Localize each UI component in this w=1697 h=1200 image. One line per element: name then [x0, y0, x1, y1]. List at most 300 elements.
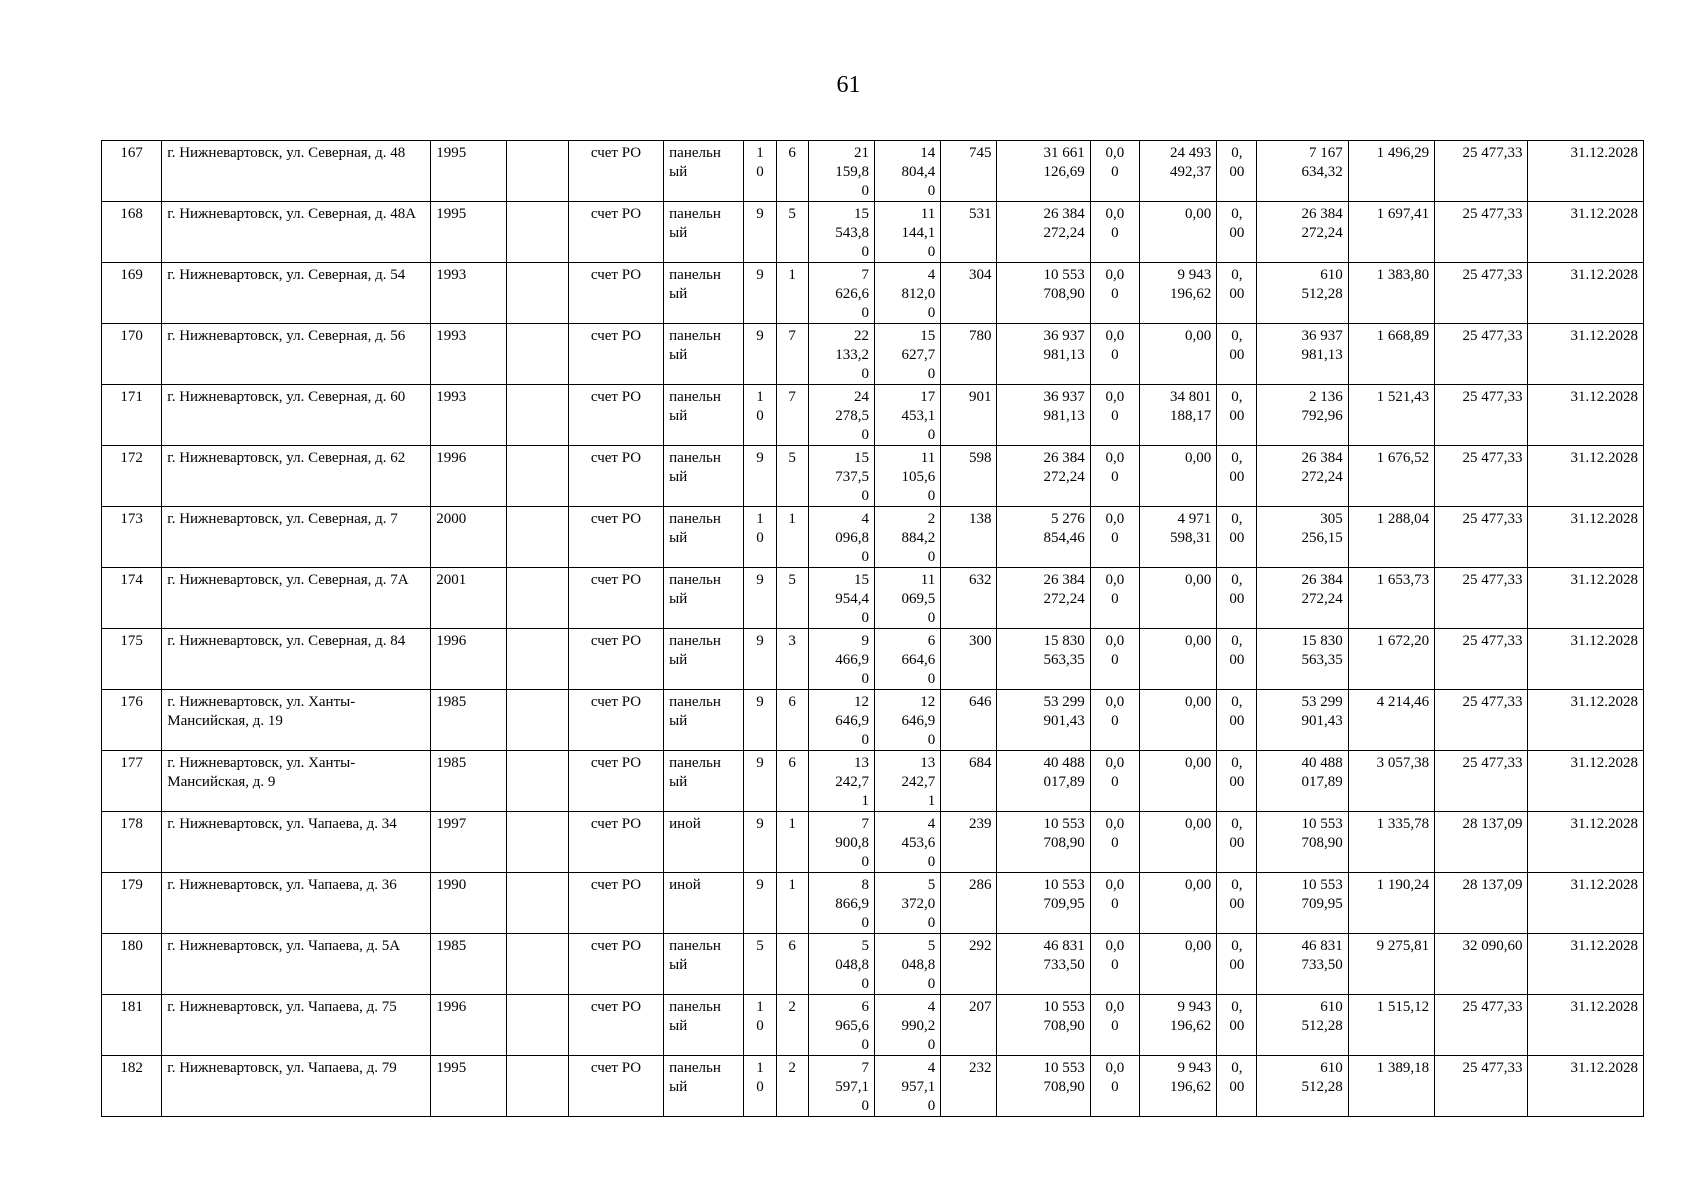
cell-owners-cost: 610 512,28 — [1257, 995, 1348, 1056]
table-row — [102, 568, 1644, 629]
cell-deadline: 31.12.2028 — [1528, 324, 1644, 385]
cell-residents: 286 — [941, 873, 997, 934]
cell-entrances: 1 — [776, 263, 808, 324]
cell-fund-type: счет РО — [568, 995, 663, 1056]
cell-total-cost: 10 553 708,90 — [997, 263, 1090, 324]
cell-max-unit-cost: 25 477,33 — [1435, 995, 1528, 1056]
cell-total-cost: 26 384 272,24 — [997, 202, 1090, 263]
cell-deadline: 31.12.2028 — [1528, 629, 1644, 690]
cell-unit-cost: 1 389,18 — [1348, 1056, 1434, 1117]
cell-total-area: 15 737,5 0 — [808, 446, 874, 507]
cell-residents: 632 — [941, 568, 997, 629]
cell-row-number: 179 — [102, 873, 162, 934]
cell-row-number: 167 — [102, 141, 162, 202]
cell-deadline: 31.12.2028 — [1528, 446, 1644, 507]
cell-fund-cost: 0,0 0 — [1090, 385, 1139, 446]
cell-year-built: 1985 — [431, 934, 506, 995]
cell-fund-type: счет РО — [568, 812, 663, 873]
cell-blank — [506, 1056, 568, 1117]
cell-wall-material: панельн ый — [664, 141, 744, 202]
cell-total-cost: 31 661 126,69 — [997, 141, 1090, 202]
cell-max-unit-cost: 25 477,33 — [1435, 324, 1528, 385]
cell-address: г. Нижневартовск, ул. Чапаева, д. 75 — [162, 995, 431, 1056]
cell-fund-type: счет РО — [568, 446, 663, 507]
table-row — [102, 995, 1644, 1056]
cell-max-unit-cost: 25 477,33 — [1435, 751, 1528, 812]
cell-owners-cost: 7 167 634,32 — [1257, 141, 1348, 202]
cell-residents: 292 — [941, 934, 997, 995]
cell-row-number: 175 — [102, 629, 162, 690]
cell-fund-type: счет РО — [568, 934, 663, 995]
cell-owners-cost: 36 937 981,13 — [1257, 324, 1348, 385]
cell-year-built: 1996 — [431, 446, 506, 507]
cell-address: г. Нижневартовск, ул. Северная, д. 56 — [162, 324, 431, 385]
cell-residents: 598 — [941, 446, 997, 507]
cell-fund-type: счет РО — [568, 263, 663, 324]
cell-local-cost: 0, 00 — [1217, 629, 1257, 690]
cell-living-area: 12 646,9 0 — [874, 690, 940, 751]
cell-fund-cost: 0,0 0 — [1090, 995, 1139, 1056]
cell-fund-cost: 0,0 0 — [1090, 446, 1139, 507]
cell-unit-cost: 1 668,89 — [1348, 324, 1434, 385]
cell-local-cost: 0, 00 — [1217, 385, 1257, 446]
cell-regional-cost: 0,00 — [1139, 873, 1216, 934]
cell-address: г. Нижневартовск, ул. Северная, д. 7А — [162, 568, 431, 629]
cell-max-unit-cost: 25 477,33 — [1435, 1056, 1528, 1117]
cell-year-built: 1990 — [431, 873, 506, 934]
cell-blank — [506, 873, 568, 934]
table-row — [102, 446, 1644, 507]
cell-regional-cost: 0,00 — [1139, 934, 1216, 995]
cell-wall-material: панельн ый — [664, 446, 744, 507]
cell-fund-cost: 0,0 0 — [1090, 751, 1139, 812]
cell-regional-cost: 0,00 — [1139, 568, 1216, 629]
cell-fund-type: счет РО — [568, 202, 663, 263]
cell-total-area: 15 543,8 0 — [808, 202, 874, 263]
cell-owners-cost: 26 384 272,24 — [1257, 202, 1348, 263]
cell-floors: 9 — [744, 873, 776, 934]
cell-fund-type: счет РО — [568, 507, 663, 568]
cell-fund-cost: 0,0 0 — [1090, 202, 1139, 263]
cell-year-built: 1993 — [431, 263, 506, 324]
cell-total-cost: 26 384 272,24 — [997, 446, 1090, 507]
cell-deadline: 31.12.2028 — [1528, 934, 1644, 995]
cell-entrances: 5 — [776, 568, 808, 629]
cell-address: г. Нижневартовск, ул. Северная, д. 84 — [162, 629, 431, 690]
cell-local-cost: 0, 00 — [1217, 873, 1257, 934]
cell-deadline: 31.12.2028 — [1528, 141, 1644, 202]
cell-entrances: 3 — [776, 629, 808, 690]
cell-deadline: 31.12.2028 — [1528, 1056, 1644, 1117]
cell-wall-material: панельн ый — [664, 324, 744, 385]
cell-living-area: 6 664,6 0 — [874, 629, 940, 690]
cell-floors: 9 — [744, 446, 776, 507]
cell-fund-cost: 0,0 0 — [1090, 934, 1139, 995]
cell-deadline: 31.12.2028 — [1528, 873, 1644, 934]
cell-regional-cost: 0,00 — [1139, 202, 1216, 263]
cell-deadline: 31.12.2028 — [1528, 690, 1644, 751]
cell-total-area: 7 626,6 0 — [808, 263, 874, 324]
cell-living-area: 4 990,2 0 — [874, 995, 940, 1056]
table-row — [102, 1056, 1644, 1117]
cell-address: г. Нижневартовск, ул. Чапаева, д. 36 — [162, 873, 431, 934]
cell-max-unit-cost: 25 477,33 — [1435, 385, 1528, 446]
cell-blank — [506, 507, 568, 568]
cell-fund-cost: 0,0 0 — [1090, 141, 1139, 202]
cell-floors: 1 0 — [744, 141, 776, 202]
cell-residents: 684 — [941, 751, 997, 812]
cell-living-area: 5 372,0 0 — [874, 873, 940, 934]
cell-fund-cost: 0,0 0 — [1090, 1056, 1139, 1117]
cell-max-unit-cost: 25 477,33 — [1435, 446, 1528, 507]
cell-floors: 1 0 — [744, 507, 776, 568]
cell-max-unit-cost: 25 477,33 — [1435, 263, 1528, 324]
table-row — [102, 751, 1644, 812]
cell-regional-cost: 0,00 — [1139, 751, 1216, 812]
cell-entrances: 5 — [776, 446, 808, 507]
cell-total-area: 24 278,5 0 — [808, 385, 874, 446]
cell-total-cost: 46 831 733,50 — [997, 934, 1090, 995]
cell-row-number: 171 — [102, 385, 162, 446]
cell-owners-cost: 610 512,28 — [1257, 263, 1348, 324]
cell-year-built: 1997 — [431, 812, 506, 873]
cell-row-number: 181 — [102, 995, 162, 1056]
cell-living-area: 15 627,7 0 — [874, 324, 940, 385]
cell-total-area: 7 900,8 0 — [808, 812, 874, 873]
cell-row-number: 174 — [102, 568, 162, 629]
cell-entrances: 6 — [776, 141, 808, 202]
cell-total-area: 9 466,9 0 — [808, 629, 874, 690]
table-row — [102, 507, 1644, 568]
cell-living-area: 17 453,1 0 — [874, 385, 940, 446]
table-row — [102, 202, 1644, 263]
cell-regional-cost: 0,00 — [1139, 324, 1216, 385]
cell-total-area: 13 242,7 1 — [808, 751, 874, 812]
cell-local-cost: 0, 00 — [1217, 324, 1257, 385]
cell-floors: 1 0 — [744, 995, 776, 1056]
cell-fund-cost: 0,0 0 — [1090, 568, 1139, 629]
cell-blank — [506, 446, 568, 507]
cell-entrances: 6 — [776, 934, 808, 995]
cell-wall-material: панельн ый — [664, 202, 744, 263]
cell-max-unit-cost: 25 477,33 — [1435, 568, 1528, 629]
cell-row-number: 168 — [102, 202, 162, 263]
cell-floors: 9 — [744, 202, 776, 263]
cell-address: г. Нижневартовск, ул. Ханты-Мансийская, д. 19 — [162, 690, 431, 751]
cell-residents: 138 — [941, 507, 997, 568]
cell-unit-cost: 3 057,38 — [1348, 751, 1434, 812]
cell-entrances: 7 — [776, 324, 808, 385]
cell-unit-cost: 1 515,12 — [1348, 995, 1434, 1056]
cell-floors: 9 — [744, 263, 776, 324]
cell-unit-cost: 4 214,46 — [1348, 690, 1434, 751]
cell-total-cost: 10 553 709,95 — [997, 873, 1090, 934]
cell-address: г. Нижневартовск, ул. Чапаева, д. 5А — [162, 934, 431, 995]
cell-deadline: 31.12.2028 — [1528, 263, 1644, 324]
cell-residents: 232 — [941, 1056, 997, 1117]
cell-floors: 5 — [744, 934, 776, 995]
cell-residents: 239 — [941, 812, 997, 873]
cell-max-unit-cost: 25 477,33 — [1435, 629, 1528, 690]
cell-row-number: 176 — [102, 690, 162, 751]
cell-fund-type: счет РО — [568, 751, 663, 812]
cell-floors: 9 — [744, 568, 776, 629]
cell-living-area: 11 069,5 0 — [874, 568, 940, 629]
cell-unit-cost: 1 190,24 — [1348, 873, 1434, 934]
table-row — [102, 263, 1644, 324]
cell-regional-cost: 9 943 196,62 — [1139, 263, 1216, 324]
cell-regional-cost: 0,00 — [1139, 812, 1216, 873]
cell-entrances: 1 — [776, 507, 808, 568]
cell-local-cost: 0, 00 — [1217, 202, 1257, 263]
cell-local-cost: 0, 00 — [1217, 141, 1257, 202]
table-row — [102, 690, 1644, 751]
cell-local-cost: 0, 00 — [1217, 263, 1257, 324]
cell-unit-cost: 1 672,20 — [1348, 629, 1434, 690]
cell-local-cost: 0, 00 — [1217, 995, 1257, 1056]
cell-regional-cost: 34 801 188,17 — [1139, 385, 1216, 446]
cell-living-area: 11 144,1 0 — [874, 202, 940, 263]
cell-entrances: 5 — [776, 202, 808, 263]
cell-address: г. Нижневартовск, ул. Северная, д. 54 — [162, 263, 431, 324]
cell-address: г. Нижневартовск, ул. Чапаева, д. 34 — [162, 812, 431, 873]
cell-fund-cost: 0,0 0 — [1090, 263, 1139, 324]
cell-unit-cost: 1 653,73 — [1348, 568, 1434, 629]
cell-owners-cost: 2 136 792,96 — [1257, 385, 1348, 446]
cell-blank — [506, 141, 568, 202]
cell-year-built: 1996 — [431, 995, 506, 1056]
cell-living-area: 5 048,8 0 — [874, 934, 940, 995]
cell-total-cost: 10 553 708,90 — [997, 1056, 1090, 1117]
cell-blank — [506, 202, 568, 263]
cell-owners-cost: 26 384 272,24 — [1257, 446, 1348, 507]
cell-wall-material: панельн ый — [664, 385, 744, 446]
cell-year-built: 2001 — [431, 568, 506, 629]
cell-entrances: 1 — [776, 812, 808, 873]
cell-blank — [506, 385, 568, 446]
cell-total-cost: 5 276 854,46 — [997, 507, 1090, 568]
cell-local-cost: 0, 00 — [1217, 690, 1257, 751]
cell-wall-material: панельн ый — [664, 934, 744, 995]
cell-deadline: 31.12.2028 — [1528, 812, 1644, 873]
cell-entrances: 7 — [776, 385, 808, 446]
cell-max-unit-cost: 25 477,33 — [1435, 690, 1528, 751]
cell-blank — [506, 568, 568, 629]
cell-row-number: 170 — [102, 324, 162, 385]
cell-deadline: 31.12.2028 — [1528, 568, 1644, 629]
cell-fund-type: счет РО — [568, 324, 663, 385]
housing-registry-table — [101, 140, 1644, 1117]
cell-year-built: 2000 — [431, 507, 506, 568]
cell-address: г. Нижневартовск, ул. Чапаева, д. 79 — [162, 1056, 431, 1117]
cell-owners-cost: 610 512,28 — [1257, 1056, 1348, 1117]
cell-floors: 1 0 — [744, 385, 776, 446]
cell-max-unit-cost: 28 137,09 — [1435, 812, 1528, 873]
cell-living-area: 4 453,6 0 — [874, 812, 940, 873]
cell-row-number: 169 — [102, 263, 162, 324]
cell-floors: 9 — [744, 812, 776, 873]
cell-wall-material: панельн ый — [664, 568, 744, 629]
cell-local-cost: 0, 00 — [1217, 507, 1257, 568]
cell-fund-cost: 0,0 0 — [1090, 324, 1139, 385]
table-row — [102, 873, 1644, 934]
cell-unit-cost: 1 676,52 — [1348, 446, 1434, 507]
cell-wall-material: панельн ый — [664, 507, 744, 568]
cell-total-area: 22 133,2 0 — [808, 324, 874, 385]
cell-wall-material: панельн ый — [664, 690, 744, 751]
cell-deadline: 31.12.2028 — [1528, 202, 1644, 263]
cell-year-built: 1993 — [431, 324, 506, 385]
cell-total-cost: 36 937 981,13 — [997, 324, 1090, 385]
cell-year-built: 1995 — [431, 202, 506, 263]
cell-fund-type: счет РО — [568, 690, 663, 751]
cell-address: г. Нижневартовск, ул. Северная, д. 7 — [162, 507, 431, 568]
cell-fund-type: счет РО — [568, 385, 663, 446]
cell-fund-type: счет РО — [568, 141, 663, 202]
cell-total-cost: 36 937 981,13 — [997, 385, 1090, 446]
cell-local-cost: 0, 00 — [1217, 751, 1257, 812]
cell-owners-cost: 26 384 272,24 — [1257, 568, 1348, 629]
cell-row-number: 180 — [102, 934, 162, 995]
cell-regional-cost: 4 971 598,31 — [1139, 507, 1216, 568]
cell-year-built: 1985 — [431, 751, 506, 812]
cell-fund-cost: 0,0 0 — [1090, 507, 1139, 568]
cell-unit-cost: 1 288,04 — [1348, 507, 1434, 568]
cell-local-cost: 0, 00 — [1217, 934, 1257, 995]
table-row — [102, 324, 1644, 385]
cell-row-number: 172 — [102, 446, 162, 507]
cell-residents: 780 — [941, 324, 997, 385]
cell-address: г. Нижневартовск, ул. Ханты-Мансийская, д. 9 — [162, 751, 431, 812]
cell-total-cost: 26 384 272,24 — [997, 568, 1090, 629]
cell-entrances: 2 — [776, 1056, 808, 1117]
cell-unit-cost: 1 521,43 — [1348, 385, 1434, 446]
cell-row-number: 178 — [102, 812, 162, 873]
cell-address: г. Нижневартовск, ул. Северная, д. 48 — [162, 141, 431, 202]
cell-row-number: 177 — [102, 751, 162, 812]
cell-owners-cost: 305 256,15 — [1257, 507, 1348, 568]
cell-deadline: 31.12.2028 — [1528, 385, 1644, 446]
cell-local-cost: 0, 00 — [1217, 568, 1257, 629]
cell-residents: 531 — [941, 202, 997, 263]
cell-regional-cost: 9 943 196,62 — [1139, 1056, 1216, 1117]
cell-fund-cost: 0,0 0 — [1090, 629, 1139, 690]
cell-living-area: 4 812,0 0 — [874, 263, 940, 324]
cell-unit-cost: 1 383,80 — [1348, 263, 1434, 324]
cell-living-area: 4 957,1 0 — [874, 1056, 940, 1117]
cell-wall-material: панельн ый — [664, 1056, 744, 1117]
cell-local-cost: 0, 00 — [1217, 1056, 1257, 1117]
cell-residents: 745 — [941, 141, 997, 202]
cell-total-cost: 10 553 708,90 — [997, 995, 1090, 1056]
cell-blank — [506, 263, 568, 324]
cell-total-area: 4 096,8 0 — [808, 507, 874, 568]
cell-residents: 304 — [941, 263, 997, 324]
cell-residents: 207 — [941, 995, 997, 1056]
cell-max-unit-cost: 28 137,09 — [1435, 873, 1528, 934]
cell-wall-material: иной — [664, 812, 744, 873]
cell-wall-material: панельн ый — [664, 751, 744, 812]
cell-blank — [506, 690, 568, 751]
cell-max-unit-cost: 25 477,33 — [1435, 141, 1528, 202]
cell-entrances: 1 — [776, 873, 808, 934]
cell-floors: 9 — [744, 690, 776, 751]
cell-regional-cost: 0,00 — [1139, 690, 1216, 751]
cell-owners-cost: 15 830 563,35 — [1257, 629, 1348, 690]
cell-total-area: 7 597,1 0 — [808, 1056, 874, 1117]
cell-max-unit-cost: 32 090,60 — [1435, 934, 1528, 995]
cell-owners-cost: 46 831 733,50 — [1257, 934, 1348, 995]
cell-total-cost: 40 488 017,89 — [997, 751, 1090, 812]
cell-deadline: 31.12.2028 — [1528, 507, 1644, 568]
cell-blank — [506, 995, 568, 1056]
cell-wall-material: иной — [664, 873, 744, 934]
table-row — [102, 385, 1644, 446]
cell-local-cost: 0, 00 — [1217, 446, 1257, 507]
cell-local-cost: 0, 00 — [1217, 812, 1257, 873]
cell-regional-cost: 0,00 — [1139, 446, 1216, 507]
cell-year-built: 1995 — [431, 141, 506, 202]
cell-blank — [506, 629, 568, 690]
cell-blank — [506, 934, 568, 995]
cell-fund-type: счет РО — [568, 873, 663, 934]
cell-blank — [506, 812, 568, 873]
cell-owners-cost: 10 553 709,95 — [1257, 873, 1348, 934]
cell-total-cost: 10 553 708,90 — [997, 812, 1090, 873]
cell-unit-cost: 1 335,78 — [1348, 812, 1434, 873]
cell-residents: 646 — [941, 690, 997, 751]
cell-floors: 9 — [744, 324, 776, 385]
cell-fund-type: счет РО — [568, 1056, 663, 1117]
cell-total-cost: 53 299 901,43 — [997, 690, 1090, 751]
cell-deadline: 31.12.2028 — [1528, 751, 1644, 812]
cell-residents: 300 — [941, 629, 997, 690]
cell-entrances: 6 — [776, 690, 808, 751]
cell-year-built: 1985 — [431, 690, 506, 751]
cell-max-unit-cost: 25 477,33 — [1435, 202, 1528, 263]
cell-wall-material: панельн ый — [664, 995, 744, 1056]
cell-address: г. Нижневартовск, ул. Северная, д. 48А — [162, 202, 431, 263]
cell-owners-cost: 53 299 901,43 — [1257, 690, 1348, 751]
cell-owners-cost: 40 488 017,89 — [1257, 751, 1348, 812]
table-row — [102, 629, 1644, 690]
cell-owners-cost: 10 553 708,90 — [1257, 812, 1348, 873]
cell-regional-cost: 0,00 — [1139, 629, 1216, 690]
cell-wall-material: панельн ый — [664, 629, 744, 690]
cell-fund-cost: 0,0 0 — [1090, 690, 1139, 751]
cell-total-area: 12 646,9 0 — [808, 690, 874, 751]
table-row — [102, 141, 1644, 202]
cell-entrances: 2 — [776, 995, 808, 1056]
cell-floors: 1 0 — [744, 1056, 776, 1117]
cell-deadline: 31.12.2028 — [1528, 995, 1644, 1056]
cell-total-area: 5 048,8 0 — [808, 934, 874, 995]
cell-regional-cost: 24 493 492,37 — [1139, 141, 1216, 202]
cell-floors: 9 — [744, 629, 776, 690]
cell-regional-cost: 9 943 196,62 — [1139, 995, 1216, 1056]
cell-entrances: 6 — [776, 751, 808, 812]
cell-row-number: 173 — [102, 507, 162, 568]
cell-total-area: 15 954,4 0 — [808, 568, 874, 629]
cell-living-area: 14 804,4 0 — [874, 141, 940, 202]
cell-unit-cost: 1 496,29 — [1348, 141, 1434, 202]
cell-year-built: 1993 — [431, 385, 506, 446]
cell-max-unit-cost: 25 477,33 — [1435, 507, 1528, 568]
cell-residents: 901 — [941, 385, 997, 446]
cell-unit-cost: 1 697,41 — [1348, 202, 1434, 263]
cell-fund-type: счет РО — [568, 629, 663, 690]
cell-living-area: 2 884,2 0 — [874, 507, 940, 568]
